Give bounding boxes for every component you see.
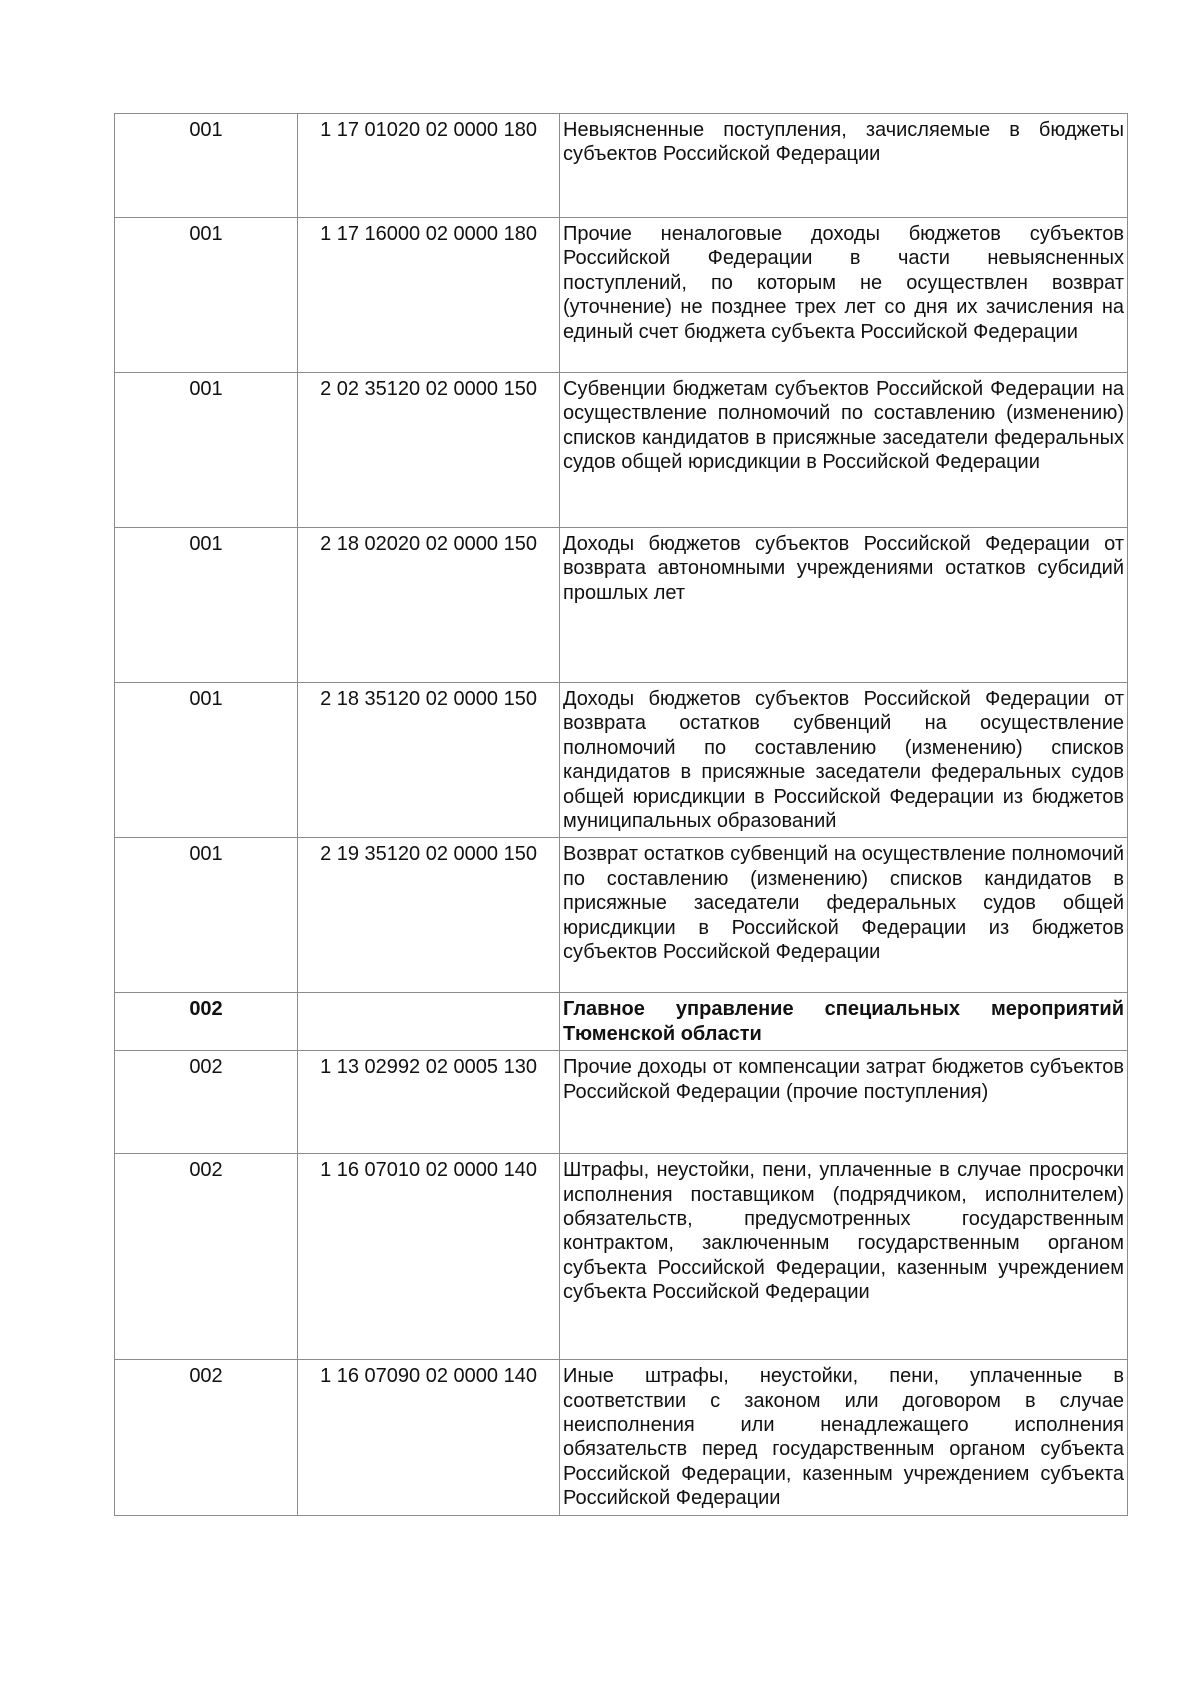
admin-code-cell: 002 [115, 1051, 298, 1154]
budget-code-cell: 2 18 02020 02 0000 150 [298, 528, 560, 683]
description-cell: Прочие доходы от компенсации затрат бюджетов субъектов Российской Федерации (прочие поступления) [560, 1051, 1128, 1154]
description-cell: Невыясненные поступления, зачисляемые в бюджеты субъектов Российской Федерации [560, 114, 1128, 218]
admin-code-cell: 001 [115, 218, 298, 373]
description-cell: Доходы бюджетов субъектов Российской Федерации от возврата автономными учреждениями остатков субсидий прошлых лет [560, 528, 1128, 683]
admin-code-cell: 001 [115, 838, 298, 993]
description-cell: Субвенции бюджетам субъектов Российской Федерации на осуществление полномочий по составлению (изменению) списков кандидатов в присяжные заседатели федеральных судов общей юрисдикции в Российской Федерации [560, 373, 1128, 528]
budget-code-cell: 1 13 02992 02 0005 130 [298, 1051, 560, 1154]
admin-code-cell: 002 [115, 1360, 298, 1515]
description-cell: Штрафы, неустойки, пени, уплаченные в случае просрочки исполнения поставщиком (подрядчиком, исполнителем) обязательств, предусмотренных государственным контрактом, заключенным государственным органом субъекта Российской Федерации, казенным учреждением субъекта Российской Федерации [560, 1154, 1128, 1360]
budget-code-cell: 2 19 35120 02 0000 150 [298, 838, 560, 993]
table-row [115, 1154, 1128, 1360]
table-row [115, 1360, 1128, 1515]
table-row [115, 373, 1128, 528]
admin-code-cell: 002 [115, 1154, 298, 1360]
table-row [115, 218, 1128, 373]
table-row [115, 683, 1128, 838]
description-cell: Возврат остатков субвенций на осуществление полномочий по составлению (изменению) списков кандидатов в присяжные заседатели федеральных судов общей юрисдикции в Российской Федерации из бюджетов субъектов Российской Федерации [560, 838, 1128, 993]
description-cell: Прочие неналоговые доходы бюджетов субъектов Российской Федерации в части невыясненных поступлений, по которым не осуществлен возврат (уточнение) не позднее трех лет со дня их зачисления на единый счет бюджета субъекта Российской Федерации [560, 218, 1128, 373]
admin-code-cell: 001 [115, 528, 298, 683]
budget-code-cell: 1 16 07010 02 0000 140 [298, 1154, 560, 1360]
description-cell: Доходы бюджетов субъектов Российской Федерации от возврата остатков субвенций на осуществление полномочий по составлению (изменению) списков кандидатов в присяжные заседатели федеральных судов общей юрисдикции в Российской Федерации из бюджетов муниципальных образований [560, 683, 1128, 838]
budget-code-cell: 2 18 35120 02 0000 150 [298, 683, 560, 838]
table-row [115, 114, 1128, 218]
budget-code-cell [298, 993, 560, 1051]
budget-code-cell: 1 16 07090 02 0000 140 [298, 1360, 560, 1515]
description-cell: Иные штрафы, неустойки, пени, уплаченные в соответствии с законом или договором в случае неисполнения или ненадлежащего исполнения обязательств перед государственным органом субъекта Российской Федерации, казенным учреждением субъекта Российской Федерации [560, 1360, 1128, 1515]
admin-code-cell: 002 [115, 993, 298, 1051]
table-row-section-header [115, 993, 1128, 1051]
budget-revenue-table [114, 113, 1128, 1516]
table-row [115, 838, 1128, 993]
budget-code-cell: 1 17 01020 02 0000 180 [298, 114, 560, 218]
budget-code-cell: 1 17 16000 02 0000 180 [298, 218, 560, 373]
admin-code-cell: 001 [115, 373, 298, 528]
budget-code-cell: 2 02 35120 02 0000 150 [298, 373, 560, 528]
table-row [115, 1051, 1128, 1154]
admin-code-cell: 001 [115, 683, 298, 838]
admin-code-cell: 001 [115, 114, 298, 218]
table-row [115, 528, 1128, 683]
section-title-cell: Главное управление специальных мероприятий Тюменской области [560, 993, 1128, 1051]
